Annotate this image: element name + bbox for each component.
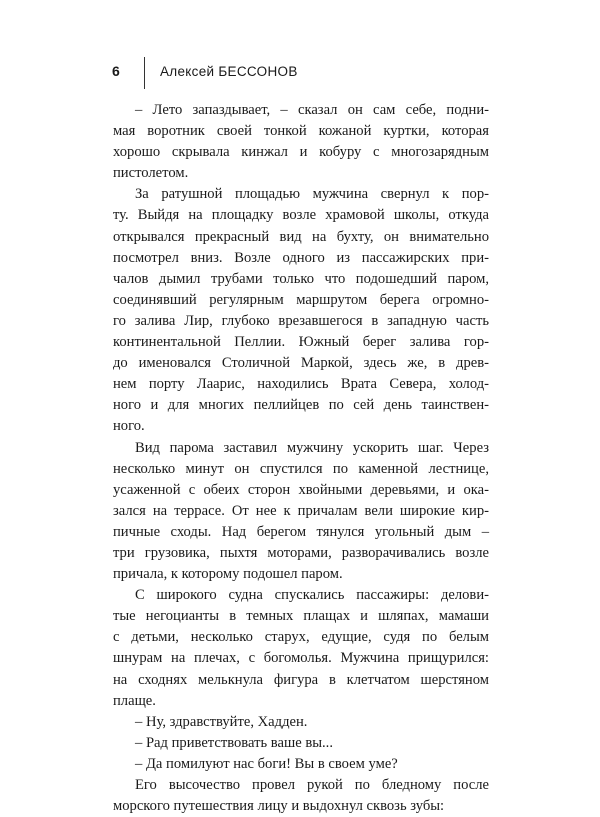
text-line: три грузовика, пыхтя моторами, разворачивались возле	[113, 544, 489, 561]
text-line: ного.	[113, 418, 145, 435]
text-line: За ратушной площадью мужчина свернул к пор-	[135, 186, 489, 203]
text-line: – Лето запаздывает, – сказал он сам себе, подни-	[135, 102, 489, 118]
text-line: ту. Выйдя на площадку возле храмовой школы, откуда	[113, 207, 489, 224]
text-line: ного и для многих пеллийцев по сей день таинствен-	[113, 397, 489, 414]
text-line: несколько минут он спустился по каменной лестнице,	[113, 460, 489, 477]
text-line: хорошо скрывала кинжал и кобуру с многозарядным	[113, 144, 489, 161]
text-line: – Рад приветствовать ваше вы...	[135, 734, 333, 751]
text-line: континентальной Пеллии. Южный берег залива гор-	[113, 334, 489, 351]
text-line: до именовался Столичной Маркой, здесь же, в древ-	[113, 355, 489, 372]
text-line: чалов дымил трубами только что подошедший паром,	[113, 270, 489, 287]
text-line: посмотрел вниз. Возле одного из пассажирских при-	[113, 249, 489, 266]
page-number: 6	[112, 63, 120, 79]
body-text	[113, 100, 489, 817]
header-divider	[144, 57, 145, 89]
text-line: пистолетом.	[113, 165, 189, 182]
text-line: Вид парома заставил мужчину ускорить шаг. Через	[135, 439, 489, 456]
text-line: нем порту Лаарис, находились Врата Севера, холод-	[113, 376, 489, 393]
text-line: – Да помилуют нас боги! Вы в своем уме?	[135, 755, 398, 772]
text-line: зался на террасе. От нее к причалам вели широкие кир-	[113, 502, 489, 519]
text-line: – Ну, здравствуйте, Хадден.	[135, 713, 308, 730]
text-line: Его высочество провел рукой по бледному после	[135, 777, 489, 793]
text-line: тые негоцианты в темных плащах и шляпах, мамаши	[113, 608, 489, 625]
author-name: Алексей БЕССОНОВ	[160, 64, 298, 79]
text-line: морского путешествия лицу и выдохнул сквозь зубы:	[113, 798, 445, 815]
text-line: С широкого судна спускались пассажиры: делови-	[135, 587, 489, 604]
text-line: на сходнях мелькнула фигура в клетчатом шерстяном	[113, 671, 489, 688]
text-line: с детьми, несколько старух, едущие, судя по белым	[113, 629, 489, 646]
text-line: го залива Лир, глубоко врезавшегося в западную часть	[113, 312, 489, 329]
text-line: шнурам на плечах, с богомолья. Мужчина прищурился:	[113, 650, 489, 667]
text-line: пичные сходы. Над берегом тянулся угольный дым –	[113, 523, 489, 540]
running-header	[112, 57, 312, 89]
text-line: открывался прекрасный вид на бухту, он внимательно	[113, 228, 489, 245]
text-line: мая воротник своей тонкой кожаной куртки, которая	[113, 123, 489, 140]
text-line: плаще.	[113, 692, 156, 709]
text-line: усаженной с обеих сторон хвойными деревьями, и ока-	[113, 481, 489, 498]
text-line: соединявший регулярным маршрутом берега огромно-	[113, 291, 489, 308]
text-line: причала, к которому подошел паром.	[113, 566, 343, 583]
